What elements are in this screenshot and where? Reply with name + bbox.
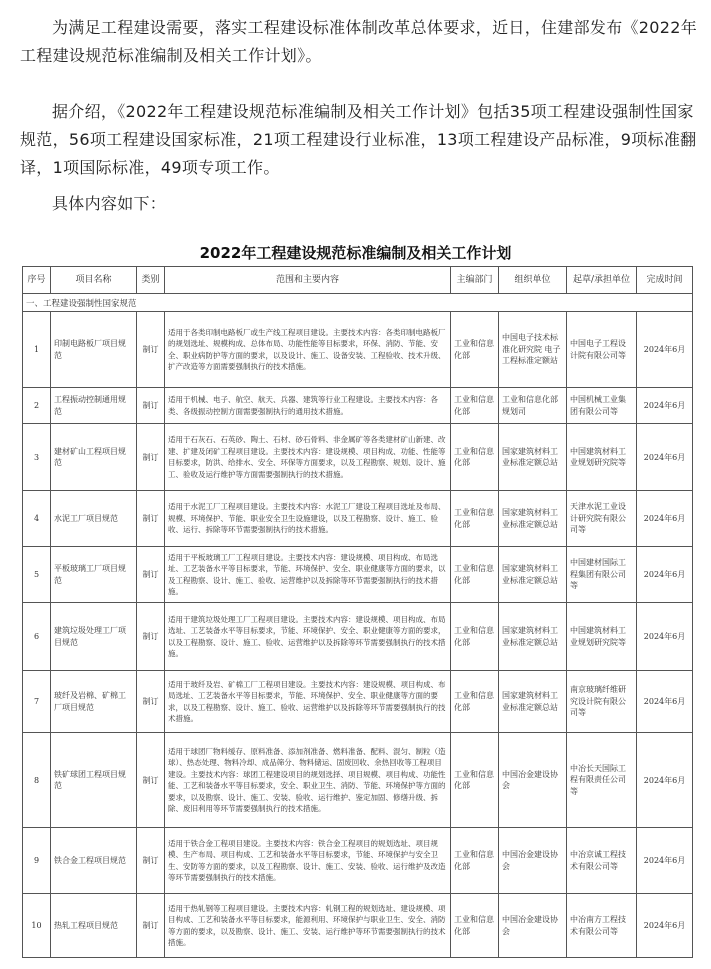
cell-org: 国家建筑材料工业标准定额总站 (499, 491, 567, 547)
cell-org: 国家建筑材料工业标准定额总站 (499, 671, 567, 733)
cell-type: 制订 (137, 894, 165, 958)
cell-name: 工程振动控制通用规范 (51, 388, 137, 424)
header-name: 项目名称 (51, 267, 137, 294)
cell-done: 2024年6月 (637, 671, 693, 733)
intro-paragraph-2: 据介绍，《2022年工程建设规范标准编制及相关工作计划》包括35项工程建设强制性国家规范，56项工程建设国家标准，21项工程建设行业标准，13项工程建设产品标准，9项标准翻译，1项国际标准，49项专项工作。 (20, 102, 697, 177)
cell-drafter: 中国机械工业集团有限公司等 (567, 388, 637, 424)
cell-scope: 适用于玻纤及岩、矿棉工厂工程项目建设。主要技术内容：建设规模、项目构成、布局选址、工艺装备水平等目标要求，节能、环境保护、安全、职业健康等方面的要求，以及工程勘察、设计、施工、验收、运营维护以及拆除等环节需要强制执行的技术措施。 (165, 671, 451, 733)
header-done: 完成时间 (637, 267, 693, 294)
cell-seq: 6 (23, 603, 51, 671)
cell-drafter: 天津水泥工业设计研究院有限公司等 (567, 491, 637, 547)
cell-seq: 10 (23, 894, 51, 958)
cell-done: 2024年6月 (637, 547, 693, 603)
table-title: 2022年工程建设规范标准编制及相关工作计划 (199, 244, 512, 262)
table-row (23, 671, 693, 733)
cell-drafter: 中冶长天国际工程有限责任公司等 (567, 733, 637, 828)
header-scope: 范围和主要内容 (165, 267, 451, 294)
cell-done: 2024年6月 (637, 312, 693, 388)
section-title: 一、工程建设强制性国家规范 (23, 294, 693, 312)
cell-name: 玻纤及岩棉、矿棉工厂项目规范 (51, 671, 137, 733)
cell-seq: 3 (23, 424, 51, 491)
table-row (23, 828, 693, 894)
cell-dept: 工业和信息化部 (451, 603, 499, 671)
cell-drafter: 南京玻璃纤维研究设计院有限公司等 (567, 671, 637, 733)
cell-org: 工业和信息化部规划司 (499, 388, 567, 424)
cell-org: 中国冶金建设协会 (499, 733, 567, 828)
cell-scope: 适用于水泥工厂工程项目建设。主要技术内容：水泥工厂建设工程项目选址及布局、规模、环境保护、节能、职业安全卫生设施建设，以及工程勘察、设计、施工、验收、运行、拆除等环节需要强制执行的技术措施。 (165, 491, 451, 547)
cell-drafter: 中冶京诚工程技术有限公司等 (567, 828, 637, 894)
cell-org: 国家建筑材料工业标准定额总站 (499, 424, 567, 491)
section-row (23, 294, 693, 312)
intro-paragraph-3: 具体内容如下： (52, 194, 167, 213)
cell-name: 水泥工厂项目规范 (51, 491, 137, 547)
cell-name: 平板玻璃工厂项目规范 (51, 547, 137, 603)
cell-org: 中国冶金建设协会 (499, 828, 567, 894)
cell-type: 制订 (137, 671, 165, 733)
table-row (23, 424, 693, 491)
cell-org: 国家建筑材料工业标准定额总站 (499, 603, 567, 671)
cell-scope: 适用于石灰石、石英砂、陶土、石材、砂石骨料、非金属矿等各类建材矿山新建、改建、扩建及闭矿工程项目建设。主要技术内容：建设规模、项目构成、功能、性能等目标要求，防洪、给排水、安全、环保等方面要求，以及工程勘察、规划、设计、施工、验收及运行维护等方面需要强制执行的技术措施。 (165, 424, 451, 491)
cell-name: 印制电路板厂项目规范 (51, 312, 137, 388)
cell-dept: 工业和信息化部 (451, 424, 499, 491)
cell-org: 中国电子技术标准化研究院 电子工程标准定额站 (499, 312, 567, 388)
cell-type: 制订 (137, 547, 165, 603)
cell-done: 2024年6月 (637, 388, 693, 424)
cell-dept: 工业和信息化部 (451, 733, 499, 828)
cell-scope: 适用于热轧钢等工程项目建设。主要技术内容：轧钢工程的规划选址、建设规模、项目构成、工艺和装备水平等目标要求，能源利用、环境保护与职业卫生、安全、消防等方面的要求，以及勘察、设计、施工、安装、运行维护等环节需要强制执行的技术措施。 (165, 894, 451, 958)
header-drafter: 起草/承担单位 (567, 267, 637, 294)
table-row (23, 312, 693, 388)
cell-type: 制订 (137, 312, 165, 388)
work-plan-table (22, 266, 693, 958)
cell-type: 制订 (137, 424, 165, 491)
cell-scope: 适用于机械、电子、航空、航天、兵器、建筑等行业工程建设。主要技术内容：各类、各级振动控制方面需要强制执行的通用技术措施。 (165, 388, 451, 424)
cell-name: 建筑垃圾处理工厂项目规范 (51, 603, 137, 671)
header-dept: 主编部门 (451, 267, 499, 294)
cell-done: 2024年6月 (637, 491, 693, 547)
cell-scope: 适用于铁合金工程项目建设。主要技术内容：铁合金工程项目的规划选址、项目规模、生产布局、项目构成、工艺和装备水平等目标要求，节能、环境保护与安全卫生、安防等方面的要求，以及工程勘察、设计、施工、安装、验收、运行维护及改造等环节需要强制执行的技术措施。 (165, 828, 451, 894)
cell-seq: 5 (23, 547, 51, 603)
cell-done: 2024年6月 (637, 828, 693, 894)
cell-drafter: 中国建筑材料工业规划研究院等 (567, 603, 637, 671)
table-header-row (23, 267, 693, 294)
cell-done: 2024年6月 (637, 733, 693, 828)
cell-seq: 7 (23, 671, 51, 733)
cell-type: 制订 (137, 603, 165, 671)
cell-scope: 适用于建筑垃圾处理工厂工程项目建设。主要技术内容：建设规模、项目构成、布局选址、工艺装备水平等目标要求，节能、环境保护、安全、职业健康等方面的要求，以及工程勘察、设计、施工、验收、运营维护以及拆除等环节需要强制执行的技术措施。 (165, 603, 451, 671)
cell-seq: 8 (23, 733, 51, 828)
cell-done: 2024年6月 (637, 424, 693, 491)
cell-name: 建材矿山工程项目规范 (51, 424, 137, 491)
table-row (23, 388, 693, 424)
table-row (23, 491, 693, 547)
header-seq: 序号 (23, 267, 51, 294)
cell-drafter: 中国建材国际工程集团有限公司等 (567, 547, 637, 603)
cell-name: 铁矿球团工程项目规范 (51, 733, 137, 828)
cell-name: 铁合金工程项目规范 (51, 828, 137, 894)
cell-seq: 9 (23, 828, 51, 894)
cell-scope: 适用于球团厂物料缓存、原料准备、添加剂准备、燃料准备、配料、混匀、制粒（造球）、热态处理、物料冷却、成品筛分、物料储运、固废回收、余热回收等工程项目建设。主要技术内容：球团工程建设项目的规划选择、项目规模、项目构成、功能性能、工艺和装备水平等目标要求，安全、职业卫生、消防、节能、环境保护等方面的要求，以及勘察、设计、施工、安装、验收、运行维护、鉴定加固、修缮升级、拆除、废旧利用等环节需要强制执行的技术措施。 (165, 733, 451, 828)
cell-done: 2024年6月 (637, 603, 693, 671)
cell-seq: 4 (23, 491, 51, 547)
cell-dept: 工业和信息化部 (451, 828, 499, 894)
table-row (23, 733, 693, 828)
cell-dept: 工业和信息化部 (451, 388, 499, 424)
header-org: 组织单位 (499, 267, 567, 294)
cell-org: 国家建筑材料工业标准定额总站 (499, 547, 567, 603)
cell-dept: 工业和信息化部 (451, 671, 499, 733)
cell-seq: 1 (23, 312, 51, 388)
cell-dept: 工业和信息化部 (451, 547, 499, 603)
cell-scope: 适用于各类印制电路板厂或生产线工程项目建设。主要技术内容：各类印制电路板厂的规划选址、规模构成、总体布局、功能性能等目标要求，环保、消防、节能、安全、职业病防护等方面的要求，以及设计、施工、设备安装、工程验收、技术升级、扩产改造等方面需要强制执行的技术措施。 (165, 312, 451, 388)
cell-seq: 2 (23, 388, 51, 424)
table-row (23, 547, 693, 603)
cell-drafter: 中冶南方工程技术有限公司等 (567, 894, 637, 958)
cell-name: 热轧工程项目规范 (51, 894, 137, 958)
table-row (23, 894, 693, 958)
cell-type: 制订 (137, 733, 165, 828)
cell-scope: 适用于平板玻璃工厂工程项目建设。主要技术内容：建设规模、项目构成、布局选址、工艺装备水平等目标要求，节能、环境保护、安全、职业健康等方面的要求，以及工程勘察、设计、施工、验收、运营维护以及拆除等环节需要强制执行的技术措施。 (165, 547, 451, 603)
cell-type: 制订 (137, 388, 165, 424)
header-type: 类别 (137, 267, 165, 294)
cell-done: 2024年6月 (637, 894, 693, 958)
cell-drafter: 中国建筑材料工业规划研究院等 (567, 424, 637, 491)
cell-org: 中国冶金建设协会 (499, 894, 567, 958)
cell-dept: 工业和信息化部 (451, 312, 499, 388)
table-row (23, 603, 693, 671)
cell-dept: 工业和信息化部 (451, 491, 499, 547)
cell-drafter: 中国电子工程设计院有限公司等 (567, 312, 637, 388)
cell-dept: 工业和信息化部 (451, 894, 499, 958)
cell-type: 制订 (137, 491, 165, 547)
intro-paragraph-1: 为满足工程建设需要，落实工程建设标准体制改革总体要求，近日，住建部发布《2022年工程建设规范标准编制及相关工作计划》。 (20, 18, 698, 65)
cell-type: 制订 (137, 828, 165, 894)
